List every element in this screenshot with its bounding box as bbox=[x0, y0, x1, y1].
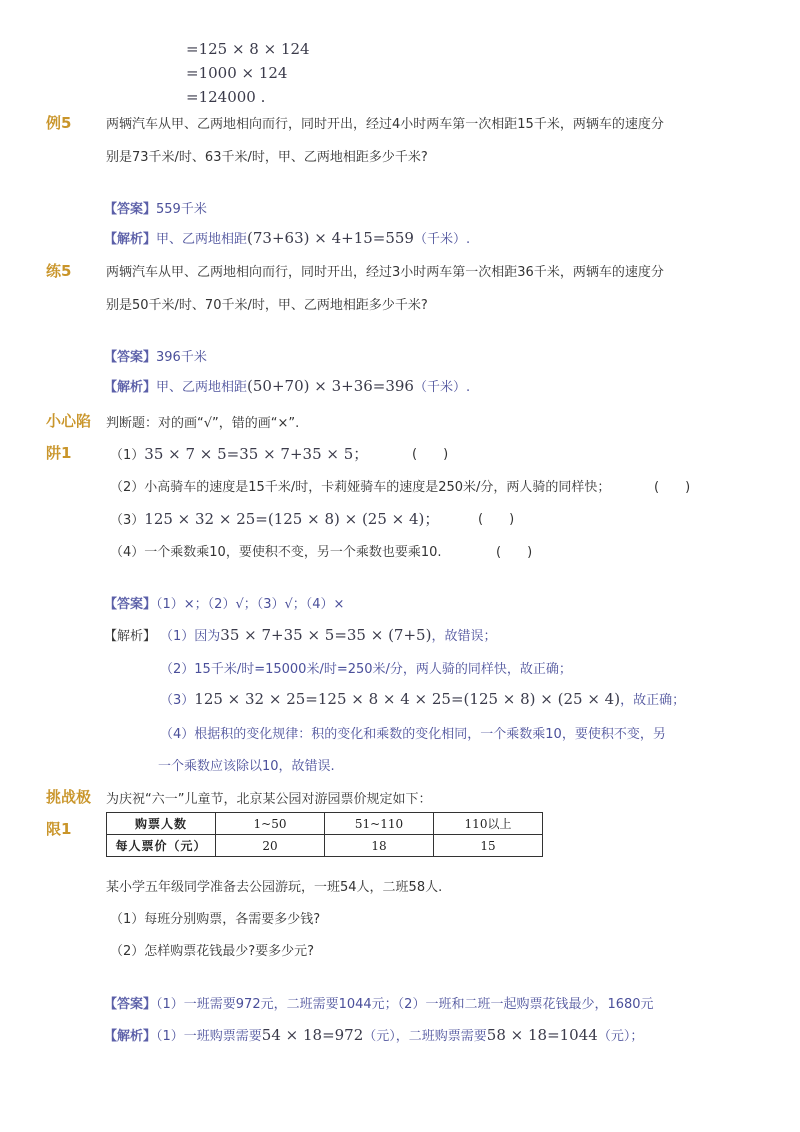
trap-item-3 bbox=[110, 508, 439, 529]
challenge-intro: 为庆祝“六一”儿童节，北京某公园对游园票价规定如下： bbox=[106, 792, 432, 807]
item-number: （1） bbox=[110, 448, 145, 463]
table-header-cell: 1~50 bbox=[216, 813, 325, 835]
table-cell: 18 bbox=[325, 835, 434, 857]
calc-line-2: =1000 × 124 bbox=[186, 64, 288, 82]
trap-analysis-4-cont: 一个乘数应该除以10，故错误. bbox=[158, 759, 335, 774]
analysis-mid: （元），二班购票需要 bbox=[363, 1029, 487, 1044]
answer-text: （1）一班需要972元，二班需要1044元；（2）一班和二班一起购票花钱最少，1680元 bbox=[156, 997, 654, 1012]
trap-item-4 bbox=[110, 541, 442, 560]
practice-5-question-line-2: 别是50千米/时、70千米/时，甲、乙两地相距多少千米? bbox=[106, 298, 428, 313]
table-cell: 20 bbox=[216, 835, 325, 857]
challenge-analysis bbox=[104, 1025, 643, 1044]
table-header-cell: 110以上 bbox=[434, 813, 543, 835]
calc-line-3: =124000 . bbox=[186, 88, 266, 106]
analysis-end: （千米）. bbox=[413, 232, 471, 247]
table-header-cell: 51~110 bbox=[325, 813, 434, 835]
price-table bbox=[106, 812, 543, 857]
item-number: （2） bbox=[110, 480, 145, 495]
example-5-question-line-1: 两辆汽车从甲、乙两地相向而行，同时开出，经过4小时两车第一次相距15千米，两辆车的速度分 bbox=[106, 117, 664, 132]
analysis-math: (50+70) × 3+36=396 bbox=[247, 377, 414, 395]
answer-text: 559千米 bbox=[156, 202, 207, 217]
item-number: （3） bbox=[110, 513, 145, 528]
trap-analysis-3 bbox=[160, 689, 685, 708]
analysis-tag: 【解析】 bbox=[104, 232, 157, 247]
table-row-label: 每人票价（元） bbox=[107, 835, 216, 857]
analysis-text: 甲、乙两地相距 bbox=[156, 232, 248, 247]
analysis-tag: 【解析】 bbox=[104, 1029, 157, 1044]
trap-analysis-1 bbox=[160, 625, 496, 644]
example-5-question-line-2: 别是73千米/时、63千米/时，甲、乙两地相距多少千米? bbox=[106, 150, 428, 165]
trap-item-1-paren: ( ) bbox=[412, 447, 449, 462]
trap-item-2 bbox=[110, 476, 610, 495]
table-row bbox=[107, 835, 543, 857]
practice-5-answer bbox=[104, 346, 207, 365]
challenge-question-2: （2）怎样购票花钱最少?要多少元? bbox=[110, 944, 315, 959]
analysis-text: 甲、乙两地相距 bbox=[156, 380, 248, 395]
trap-intro: 判断题：对的画“√”，错的画“×”. bbox=[106, 416, 300, 431]
trap-analysis-tag: 【解析】 bbox=[104, 629, 157, 644]
trap-analysis-2 bbox=[160, 658, 572, 677]
trap-label-line-2: 阱1 bbox=[46, 444, 72, 462]
trap-item-1 bbox=[110, 443, 368, 464]
calc-line-1: =125 × 8 × 124 bbox=[186, 40, 310, 58]
challenge-line-1: 某小学五年级同学准备去公园游玩，一班54人，二班58人. bbox=[106, 880, 443, 895]
challenge-label-line-1: 挑战极 bbox=[46, 788, 92, 806]
analysis-post: ，故正确； bbox=[620, 693, 686, 708]
trap-analysis-4 bbox=[160, 723, 666, 742]
example-5-label: 例5 bbox=[46, 114, 72, 132]
answer-text: 396千米 bbox=[156, 350, 207, 365]
table-cell: 15 bbox=[434, 835, 543, 857]
answer-tag: 【答案】 bbox=[104, 350, 157, 365]
item-math: 35 × 7 × 5=35 × 7+35 × 5； bbox=[144, 445, 369, 463]
practice-5-label: 练5 bbox=[46, 262, 72, 280]
analysis-tag: 【解析】 bbox=[104, 380, 157, 395]
analysis-math-2: 58 × 18=1044 bbox=[486, 1026, 598, 1044]
analysis-math: 35 × 7+35 × 5=35 × (7+5) bbox=[220, 626, 432, 644]
trap-item-3-paren: ( ) bbox=[478, 512, 515, 527]
analysis-end: （元）； bbox=[597, 1029, 644, 1044]
analysis-math: 125 × 32 × 25=125 × 8 × 4 × 25=(125 × 8) × (25 × 4) bbox=[194, 690, 621, 708]
practice-5-question-line-1: 两辆汽车从甲、乙两地相向而行，同时开出，经过3小时两车第一次相距36千米，两辆车的速度分 bbox=[106, 265, 664, 280]
analysis-pre: （1）一班购票需要 bbox=[156, 1029, 262, 1044]
table-row bbox=[107, 813, 543, 835]
item-math: 125 × 32 × 25=(125 × 8) × (25 × 4)； bbox=[144, 510, 440, 528]
trap-item-4-paren: ( ) bbox=[496, 545, 533, 560]
analysis-end: （千米）. bbox=[413, 380, 471, 395]
practice-5-analysis bbox=[104, 376, 470, 395]
example-5-answer bbox=[104, 198, 207, 217]
answer-tag: 【答案】 bbox=[104, 997, 157, 1012]
example-5-analysis bbox=[104, 228, 470, 247]
answer-tag: 【答案】 bbox=[104, 597, 157, 612]
table-header-cell: 购票人数 bbox=[107, 813, 216, 835]
answer-tag: 【答案】 bbox=[104, 202, 157, 217]
analysis-pre: （2）15千米/时=15000米/时=250米/分，两人骑的同样快，故正确； bbox=[160, 662, 572, 677]
trap-item-2-paren: ( ) bbox=[654, 480, 691, 495]
analysis-math: (73+63) × 4+15=559 bbox=[247, 229, 414, 247]
challenge-label-line-2: 限1 bbox=[46, 820, 72, 838]
challenge-question-1: （1）每班分别购票，各需要多少钱? bbox=[110, 912, 321, 927]
item-text: 小高骑车的速度是15千米/时，卡莉娅骑车的速度是250米/分，两人骑的同样快； bbox=[144, 480, 611, 495]
analysis-post: ，故错误； bbox=[431, 629, 497, 644]
item-number: （4） bbox=[110, 545, 145, 560]
analysis-pre: （3） bbox=[160, 693, 195, 708]
analysis-pre: （1）因为 bbox=[160, 629, 221, 644]
item-text: 一个乘数乘10，要使积不变，另一个乘数也要乘10. bbox=[144, 545, 442, 560]
challenge-answer bbox=[104, 993, 654, 1012]
analysis-math-1: 54 × 18=972 bbox=[261, 1026, 364, 1044]
trap-answer bbox=[104, 593, 344, 612]
analysis-pre: （4）根据积的变化规律：积的变化和乘数的变化相同，一个乘数乘10，要使积不变，另 bbox=[160, 727, 666, 742]
answer-text: （1）×；（2）√；（3）√；（4）× bbox=[156, 597, 345, 612]
trap-label-line-1: 小心陷 bbox=[46, 412, 92, 430]
